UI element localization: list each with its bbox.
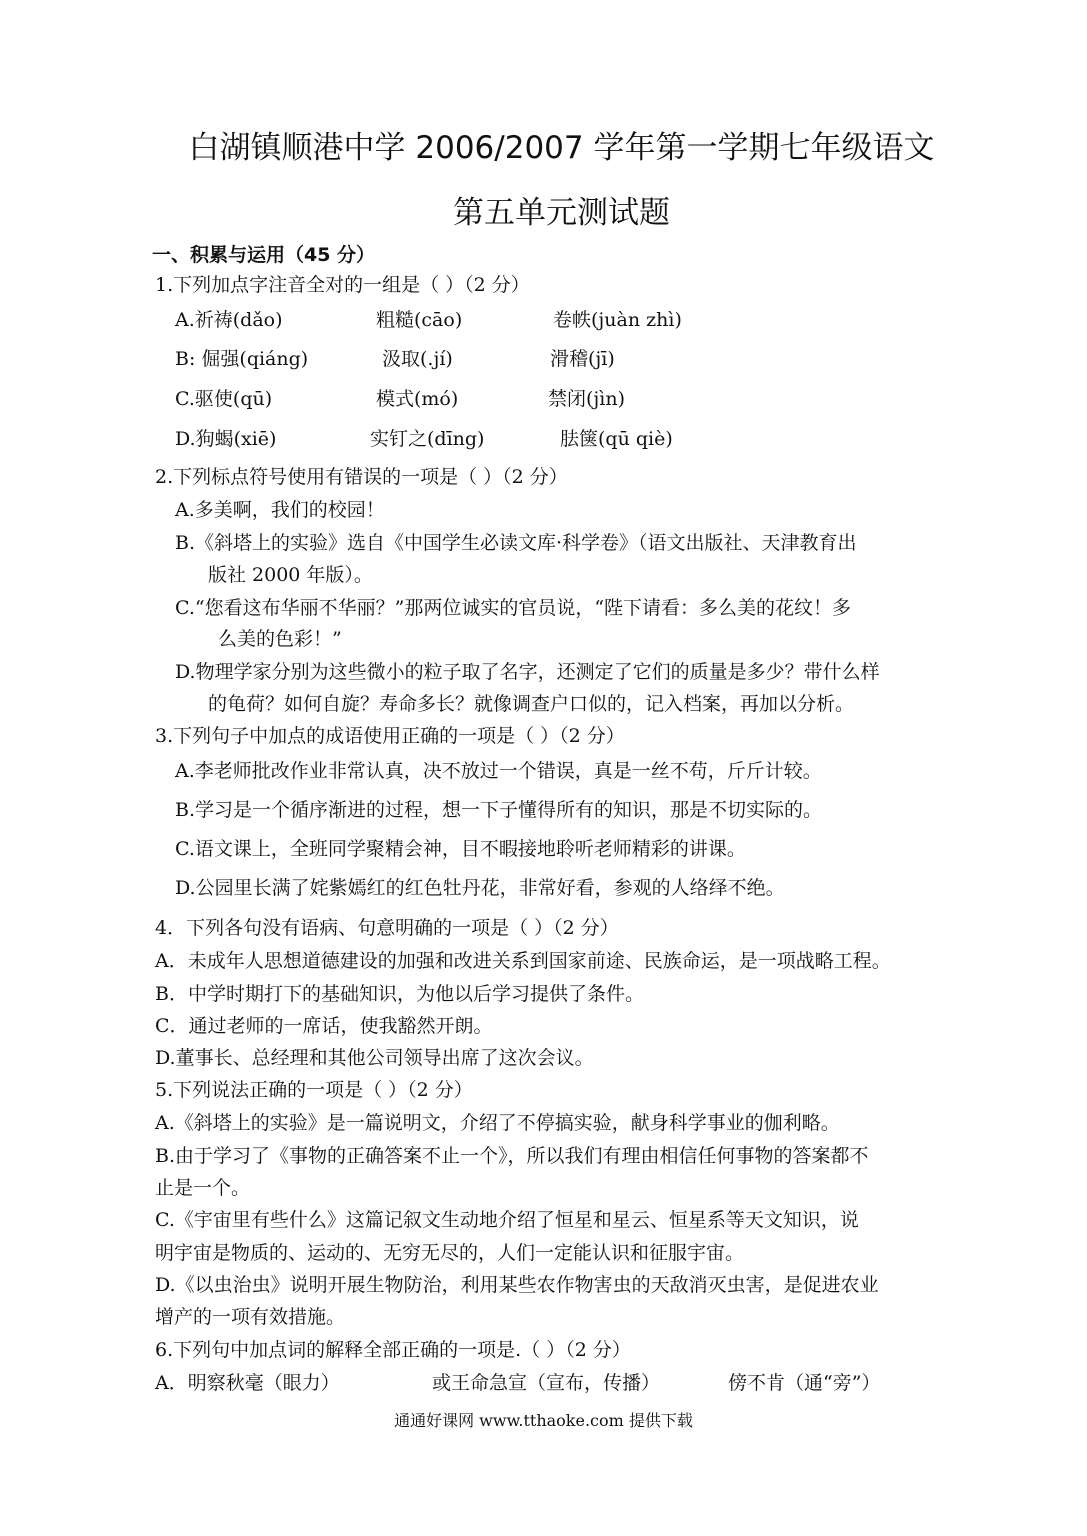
q1-option-a-3: 卷帙(juàn zhì): [553, 309, 682, 331]
section-heading: 一、积累与运用（45 分）: [152, 244, 376, 266]
q2-option-d-line1: D.物理学家分别为这些微小的粒子取了名字，还测定了它们的质量是多少？带什么样: [175, 661, 880, 683]
q1-option-c-2: 模式(mó): [376, 388, 459, 410]
question-2-stem: 2.下列标点符号使用有错误的一项是（ ）（2 分）: [155, 466, 568, 488]
q1-option-d-1: D.狗蝎(xiē): [175, 428, 277, 450]
question-3-stem: 3.下列句子中加点的成语使用正确的一项是（ ）（2 分）: [155, 725, 625, 747]
q2-option-d-line2: 的龟荷？如何自旋？寿命多长？就像调查户口似的，记入档案，再加以分析。: [208, 693, 855, 715]
document-title-line1: 白湖镇顺港中学 2006/2007 学年第一学期七年级语文: [188, 130, 935, 166]
q1-option-d-3: 胠箧(qū qiè): [560, 428, 673, 450]
question-5-stem: 5.下列说法正确的一项是（ ）（2 分）: [155, 1079, 473, 1101]
q3-option-c: C.语文课上，全班同学聚精会神，目不暇接地聆听老师精彩的讲课。: [175, 838, 746, 860]
q1-option-a-2: 粗糙(cāo): [376, 309, 463, 331]
q2-option-c-line2: 么美的色彩！”: [218, 628, 342, 650]
q1-option-c-3: 禁闭(jìn): [548, 388, 626, 410]
q4-option-c: C．通过老师的一席话，使我豁然开朗。: [155, 1015, 493, 1037]
q5-option-c-line1: C.《宇宙里有些什么》这篇记叙文生动地介绍了恒星和星云、恒星系等天文知识，说: [155, 1209, 859, 1231]
q3-option-d: D.公园里长满了姹紫嫣红的红色牡丹花，非常好看，参观的人络绎不绝。: [175, 877, 785, 899]
q5-option-a: A.《斜塔上的实验》是一篇说明文，介绍了不停搞实验，献身科学事业的伽利略。: [155, 1112, 840, 1134]
q1-option-b-2: 汲取(.jí): [382, 348, 453, 370]
q3-option-b: B.学习是一个循序渐进的过程，想一下子懂得所有的知识，那是不切实际的。: [175, 799, 823, 821]
q1-option-a-1: A.祈祷(dǎo): [175, 309, 283, 331]
q3-option-a: A.李老师批改作业非常认真，决不放过一个错误，真是一丝不苟，斤斤计较。: [175, 760, 822, 782]
q2-option-a: A.多美啊，我们的校园！: [175, 499, 385, 521]
q5-option-d-line1: D.《以虫治虫》说明开展生物防治，利用某些农作物害虫的天敌消灭虫害，是促进农业: [155, 1274, 879, 1296]
q4-option-a: A．未成年人思想道德建设的加强和改进关系到国家前途、民族命运，是一项战略工程。: [155, 950, 891, 972]
page-footer: 通通好课网 www.tthaoke.com 提供下载: [394, 1411, 693, 1430]
q5-option-b-line2: 止是一个。: [155, 1177, 251, 1199]
q6-option-a-1: A．明察秋毫（眼力）: [155, 1372, 340, 1394]
q5-option-c-line2: 明宇宙是物质的、运动的、无穷无尽的，人们一定能认识和征服宇宙。: [155, 1242, 745, 1264]
q2-option-c-line1: C.“您看这布华丽不华丽？”那两位诚实的官员说，“陛下请看：多么美的花纹！多: [175, 597, 852, 619]
q2-option-b-line2: 版社 2000 年版）。: [208, 564, 373, 586]
q1-option-d-2: 实钉之(dīng): [370, 428, 485, 450]
q4-option-d: D.董事长、总经理和其他公司领导出席了这次会议。: [155, 1047, 594, 1069]
question-6-stem: 6.下列句中加点词的解释全部正确的一项是.（ ）（2 分）: [155, 1339, 631, 1361]
q5-option-d-line2: 增产的一项有效措施。: [155, 1306, 346, 1328]
question-1-stem: 1.下列加点字注音全对的一组是（ ）（2 分）: [155, 274, 530, 296]
document-title-line2: 第五单元测试题: [453, 195, 670, 231]
q1-option-b-3: 滑稽(jī): [550, 348, 615, 370]
q5-option-b-line1: B.由于学习了《事物的正确答案不止一个》，所以我们有理由相信任何事物的答案都不: [155, 1145, 869, 1167]
q6-option-a-3: 傍不肯（通“旁”）: [728, 1372, 881, 1394]
q2-option-b-line1: B.《斜塔上的实验》选自《中国学生必读文库·科学卷》（语文出版社、天津教育出: [175, 532, 857, 554]
q4-option-b: B．中学时期打下的基础知识，为他以后学习提供了条件。: [155, 983, 644, 1005]
question-4-stem: 4．下列各句没有语病、句意明确的一项是（ ）（2 分）: [155, 917, 619, 939]
q6-option-a-2: 或王命急宣（宣布，传播）: [432, 1372, 661, 1394]
q1-option-c-1: C.驱使(qū): [175, 388, 273, 410]
q1-option-b-1: B: 倔强(qiáng): [175, 348, 309, 370]
